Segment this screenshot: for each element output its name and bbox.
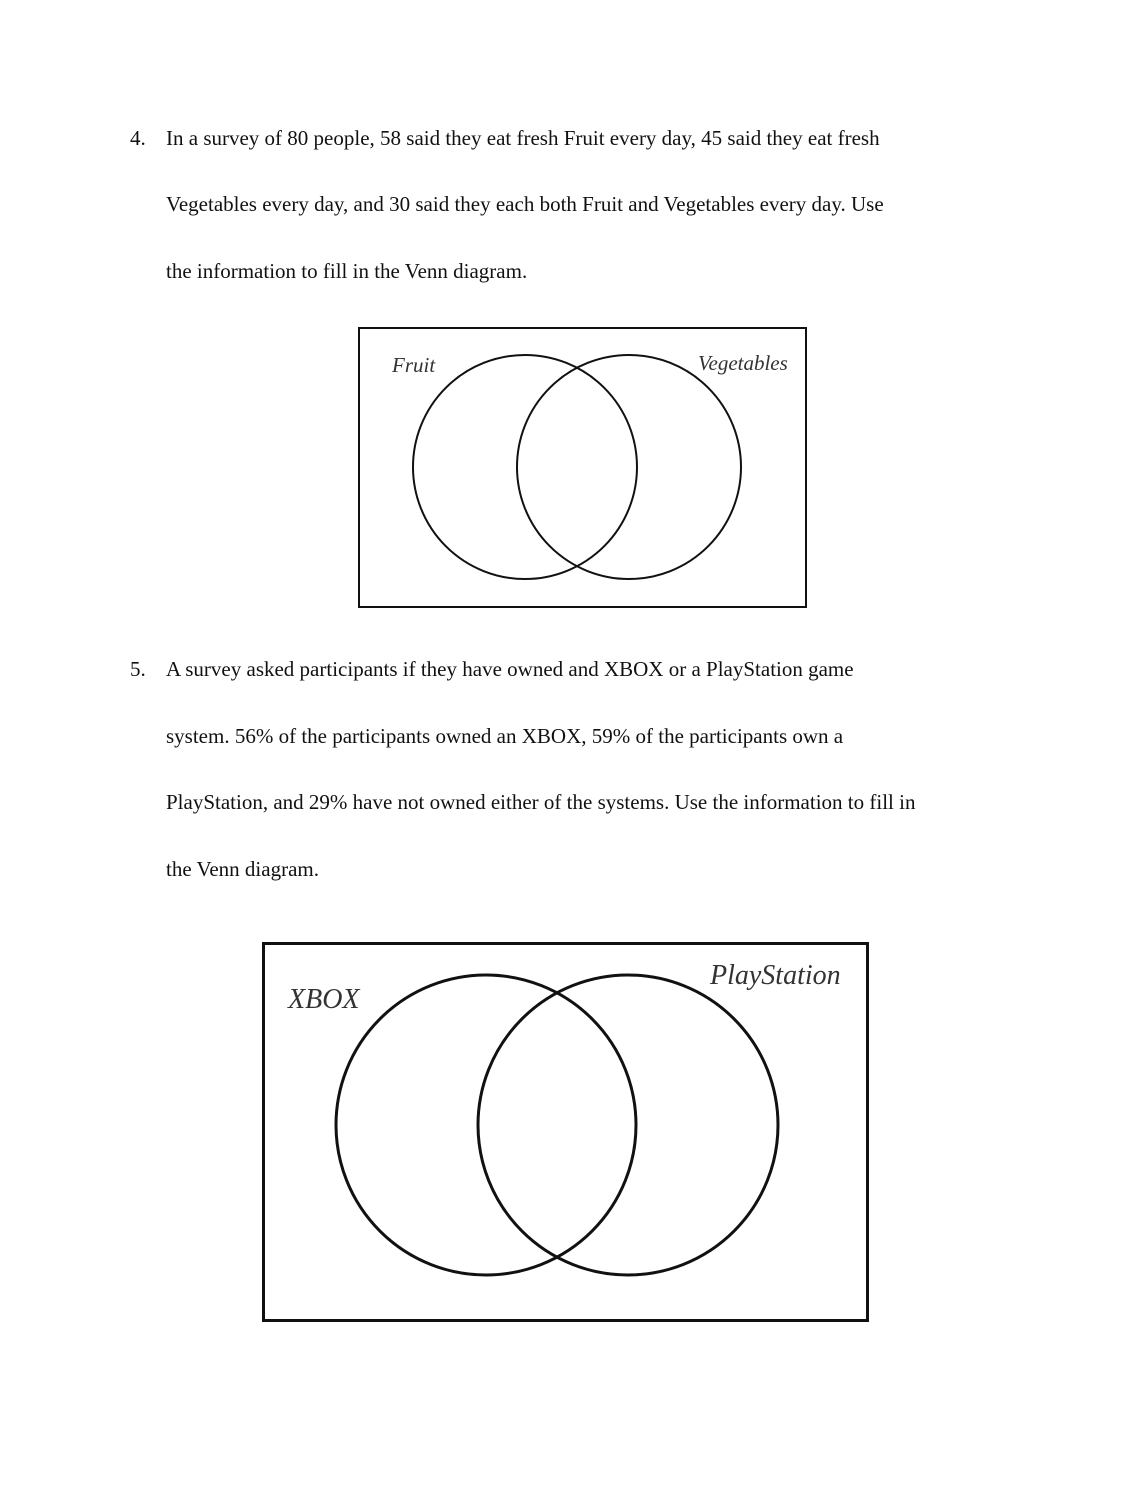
question-4-line-2: Vegetables every day, and 30 said they each both Fruit and Vegetables every day. Use xyxy=(166,192,884,216)
question-5-number: 5. xyxy=(130,657,146,681)
question-4-line-1: In a survey of 80 people, 58 said they eat fresh Fruit every day, 45 said they eat fresh xyxy=(166,126,880,150)
question-4-line-3: the information to fill in the Venn diagram. xyxy=(166,259,528,283)
question-5-line-4: the Venn diagram. xyxy=(166,857,319,881)
venn-label-vegetables: Vegetables xyxy=(698,351,788,375)
venn-circle-fruit xyxy=(413,355,637,579)
venn-circle-vegetables xyxy=(517,355,741,579)
question-5-line-3: PlayStation, and 29% have not owned either of the systems. Use the information to fill in xyxy=(166,790,916,814)
venn-diagram-fruit-vegetables xyxy=(358,327,808,610)
venn-label-xbox: XBOX xyxy=(288,984,360,1015)
venn-label-playstation: PlayStation xyxy=(710,960,841,991)
question-5-line-1: A survey asked participants if they have owned and XBOX or a PlayStation game xyxy=(166,657,854,681)
venn-circle-xbox xyxy=(336,975,636,1275)
venn-circle-playstation xyxy=(478,975,778,1275)
venn-diagram-xbox-playstation xyxy=(262,942,870,1324)
question-5-line-2: system. 56% of the participants owned an XBOX, 59% of the participants own a xyxy=(166,724,844,748)
venn-label-fruit: Fruit xyxy=(392,353,436,377)
question-4-number: 4. xyxy=(130,126,146,150)
